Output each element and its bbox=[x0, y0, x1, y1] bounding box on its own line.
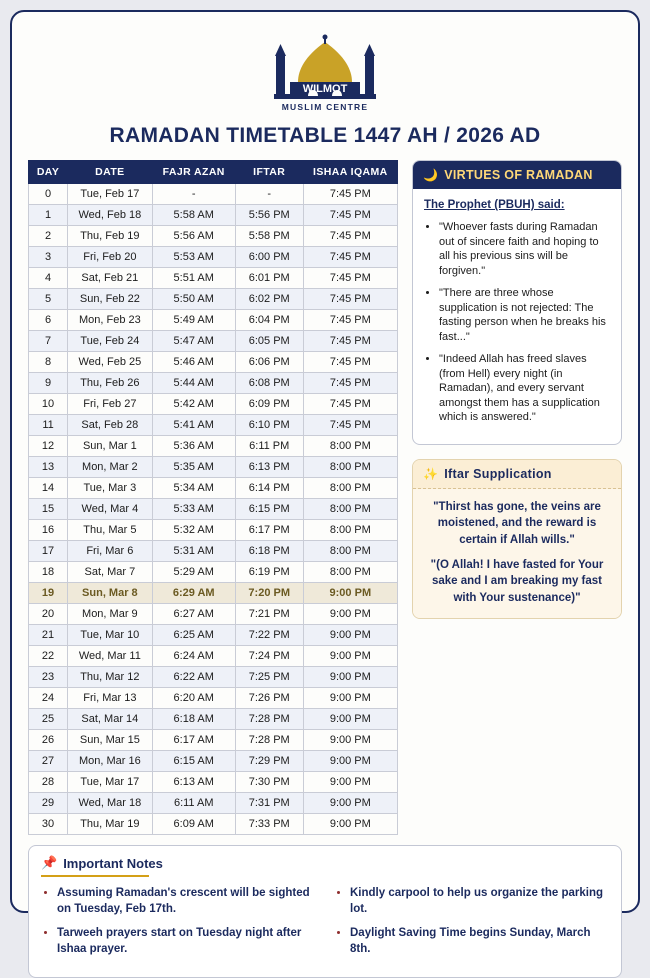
table-row bbox=[29, 793, 398, 814]
cell-iftar: 6:17 PM bbox=[235, 520, 303, 541]
note-item: • Assuming Ramadan's crescent will be sighted on Tuesday, Feb 17th. bbox=[57, 886, 316, 917]
table-row bbox=[29, 688, 398, 709]
cell-ishaa-iqama: 9:00 PM bbox=[303, 646, 397, 667]
cell-ishaa-iqama: 9:00 PM bbox=[303, 772, 397, 793]
sidebar-column bbox=[412, 160, 622, 633]
cell-ishaa-iqama: 8:00 PM bbox=[303, 499, 397, 520]
cell-date: Mon, Mar 9 bbox=[68, 604, 153, 625]
virtue-quote-item: • "Whoever fasts during Ramadan out of sincere faith and hoping to all his previous sins will be forgiven." bbox=[439, 220, 610, 278]
table-header-row bbox=[29, 161, 398, 184]
cell-iftar: 7:22 PM bbox=[235, 625, 303, 646]
cell-fajr-azan: 6:09 AM bbox=[152, 814, 235, 835]
cell-iftar: - bbox=[235, 184, 303, 205]
cell-ishaa-iqama: 9:00 PM bbox=[303, 604, 397, 625]
cell-date: Wed, Mar 18 bbox=[68, 793, 153, 814]
cell-date: Wed, Mar 11 bbox=[68, 646, 153, 667]
table-row bbox=[29, 562, 398, 583]
cell-ishaa-iqama: 9:00 PM bbox=[303, 583, 397, 604]
table-row bbox=[29, 646, 398, 667]
table-row bbox=[29, 331, 398, 352]
cell-fajr-azan: 5:33 AM bbox=[152, 499, 235, 520]
cell-fajr-azan: 6:18 AM bbox=[152, 709, 235, 730]
table-row bbox=[29, 520, 398, 541]
table-body bbox=[29, 184, 398, 835]
cell-day: 15 bbox=[29, 499, 68, 520]
cell-iftar: 6:19 PM bbox=[235, 562, 303, 583]
cell-fajr-azan: 5:56 AM bbox=[152, 226, 235, 247]
virtues-quote-list bbox=[424, 220, 610, 425]
virtue-quote-item: • "There are three whose supplication is not rejected: The fasting person when he breaks his fast..." bbox=[439, 286, 610, 344]
cell-iftar: 7:28 PM bbox=[235, 730, 303, 751]
cell-iftar: 7:30 PM bbox=[235, 772, 303, 793]
cell-fajr-azan: 5:32 AM bbox=[152, 520, 235, 541]
table-row bbox=[29, 772, 398, 793]
iftar-supplication-panel bbox=[412, 459, 622, 619]
cell-date: Thu, Feb 26 bbox=[68, 373, 153, 394]
cell-date: Thu, Mar 12 bbox=[68, 667, 153, 688]
cell-fajr-azan: 5:42 AM bbox=[152, 394, 235, 415]
table-row bbox=[29, 268, 398, 289]
note-item: • Kindly carpool to help us organize the parking lot. bbox=[350, 886, 609, 917]
cell-ishaa-iqama: 9:00 PM bbox=[303, 667, 397, 688]
cell-day: 14 bbox=[29, 478, 68, 499]
table-row bbox=[29, 226, 398, 247]
important-notes-panel bbox=[28, 845, 622, 978]
cell-fajr-azan: - bbox=[152, 184, 235, 205]
iftar-panel-header bbox=[413, 460, 621, 489]
cell-ishaa-iqama: 9:00 PM bbox=[303, 793, 397, 814]
cell-fajr-azan: 6:25 AM bbox=[152, 625, 235, 646]
cell-ishaa-iqama: 7:45 PM bbox=[303, 205, 397, 226]
cell-day: 25 bbox=[29, 709, 68, 730]
cell-day: 11 bbox=[29, 415, 68, 436]
column-header-ishaa: ISHAA IQAMA bbox=[303, 161, 397, 184]
page-title: RAMADAN TIMETABLE 1447 AH / 2026 AD bbox=[109, 124, 541, 147]
table-row bbox=[29, 709, 398, 730]
table-row bbox=[29, 583, 398, 604]
cell-day: 1 bbox=[29, 205, 68, 226]
cell-fajr-azan: 5:51 AM bbox=[152, 268, 235, 289]
cell-fajr-azan: 5:58 AM bbox=[152, 205, 235, 226]
cell-day: 12 bbox=[29, 436, 68, 457]
cell-ishaa-iqama: 8:00 PM bbox=[303, 520, 397, 541]
cell-date: Thu, Mar 5 bbox=[68, 520, 153, 541]
cell-day: 7 bbox=[29, 331, 68, 352]
table-row bbox=[29, 730, 398, 751]
cell-fajr-azan: 5:47 AM bbox=[152, 331, 235, 352]
cell-iftar: 7:25 PM bbox=[235, 667, 303, 688]
cell-date: Mon, Mar 16 bbox=[68, 751, 153, 772]
cell-day: 0 bbox=[29, 184, 68, 205]
table-row bbox=[29, 667, 398, 688]
cell-fajr-azan: 5:41 AM bbox=[152, 415, 235, 436]
cell-ishaa-iqama: 7:45 PM bbox=[303, 226, 397, 247]
wilmot-muslim-centre-logo bbox=[260, 34, 390, 116]
cell-iftar: 6:04 PM bbox=[235, 310, 303, 331]
cell-day: 21 bbox=[29, 625, 68, 646]
cell-fajr-azan: 5:35 AM bbox=[152, 457, 235, 478]
virtues-panel-body bbox=[413, 189, 621, 444]
column-header-date: DATE bbox=[68, 161, 153, 184]
iftar-header-label: Iftar Supplication bbox=[444, 466, 552, 481]
virtues-panel bbox=[412, 160, 622, 445]
logo-container bbox=[28, 34, 622, 116]
cell-iftar: 5:58 PM bbox=[235, 226, 303, 247]
cell-ishaa-iqama: 7:45 PM bbox=[303, 184, 397, 205]
table-row bbox=[29, 415, 398, 436]
note-item: • Tarweeh prayers start on Tuesday night after Ishaa prayer. bbox=[57, 926, 316, 957]
cell-day: 28 bbox=[29, 772, 68, 793]
cell-day: 3 bbox=[29, 247, 68, 268]
cell-date: Sat, Mar 14 bbox=[68, 709, 153, 730]
table-row bbox=[29, 457, 398, 478]
cell-ishaa-iqama: 8:00 PM bbox=[303, 541, 397, 562]
cell-fajr-azan: 5:44 AM bbox=[152, 373, 235, 394]
cell-ishaa-iqama: 7:45 PM bbox=[303, 247, 397, 268]
cell-iftar: 6:15 PM bbox=[235, 499, 303, 520]
pushpin-icon: 📌 bbox=[41, 855, 58, 870]
note-item: • Daylight Saving Time begins Sunday, March 8th. bbox=[350, 926, 609, 957]
column-header-day: DAY bbox=[29, 161, 68, 184]
notes-list-left bbox=[41, 886, 316, 967]
cell-iftar: 6:06 PM bbox=[235, 352, 303, 373]
cell-date: Fri, Mar 6 bbox=[68, 541, 153, 562]
cell-fajr-azan: 6:24 AM bbox=[152, 646, 235, 667]
cell-day: 19 bbox=[29, 583, 68, 604]
ramadan-timetable bbox=[28, 160, 398, 835]
timetable-page bbox=[10, 10, 640, 955]
cell-date: Mon, Feb 23 bbox=[68, 310, 153, 331]
cell-day: 24 bbox=[29, 688, 68, 709]
cell-fajr-azan: 5:49 AM bbox=[152, 310, 235, 331]
table-row bbox=[29, 625, 398, 646]
cell-fajr-azan: 5:31 AM bbox=[152, 541, 235, 562]
cell-date: Fri, Feb 20 bbox=[68, 247, 153, 268]
table-row bbox=[29, 814, 398, 835]
svg-text:MUSLIM CENTRE: MUSLIM CENTRE bbox=[281, 102, 369, 112]
cell-day: 6 bbox=[29, 310, 68, 331]
cell-fajr-azan: 5:50 AM bbox=[152, 289, 235, 310]
table-row bbox=[29, 436, 398, 457]
cell-date: Sun, Feb 22 bbox=[68, 289, 153, 310]
table-row bbox=[29, 352, 398, 373]
cell-fajr-azan: 6:29 AM bbox=[152, 583, 235, 604]
cell-fajr-azan: 6:22 AM bbox=[152, 667, 235, 688]
cell-iftar: 7:28 PM bbox=[235, 709, 303, 730]
cell-iftar: 6:09 PM bbox=[235, 394, 303, 415]
cell-ishaa-iqama: 9:00 PM bbox=[303, 625, 397, 646]
cell-date: Wed, Mar 4 bbox=[68, 499, 153, 520]
iftar-dua-primary: "Thirst has gone, the veins are moistened, and the reward is certain if Allah wills." bbox=[433, 500, 601, 546]
cell-date: Thu, Feb 19 bbox=[68, 226, 153, 247]
cell-date: Tue, Mar 17 bbox=[68, 772, 153, 793]
cell-ishaa-iqama: 9:00 PM bbox=[303, 709, 397, 730]
cell-date: Thu, Mar 19 bbox=[68, 814, 153, 835]
cell-ishaa-iqama: 8:00 PM bbox=[303, 436, 397, 457]
prophet-said-label: The Prophet (PBUH) said: bbox=[424, 199, 565, 211]
cell-date: Fri, Mar 13 bbox=[68, 688, 153, 709]
cell-ishaa-iqama: 9:00 PM bbox=[303, 688, 397, 709]
column-header-iftar: IFTAR bbox=[235, 161, 303, 184]
cell-ishaa-iqama: 7:45 PM bbox=[303, 394, 397, 415]
cell-ishaa-iqama: 7:45 PM bbox=[303, 352, 397, 373]
cell-day: 9 bbox=[29, 373, 68, 394]
cell-date: Tue, Mar 10 bbox=[68, 625, 153, 646]
svg-text:WILMOT: WILMOT bbox=[302, 83, 348, 95]
table-row bbox=[29, 751, 398, 772]
cell-iftar: 7:20 PM bbox=[235, 583, 303, 604]
table-row bbox=[29, 289, 398, 310]
cell-date: Tue, Feb 17 bbox=[68, 184, 153, 205]
table-row bbox=[29, 310, 398, 331]
cell-ishaa-iqama: 8:00 PM bbox=[303, 457, 397, 478]
cell-day: 17 bbox=[29, 541, 68, 562]
cell-iftar: 7:29 PM bbox=[235, 751, 303, 772]
table-row bbox=[29, 205, 398, 226]
cell-date: Sun, Mar 15 bbox=[68, 730, 153, 751]
cell-fajr-azan: 5:29 AM bbox=[152, 562, 235, 583]
cell-iftar: 5:56 PM bbox=[235, 205, 303, 226]
cell-iftar: 6:10 PM bbox=[235, 415, 303, 436]
column-header-fajr: FAJR AZAN bbox=[152, 161, 235, 184]
cell-day: 10 bbox=[29, 394, 68, 415]
crescent-moon-icon: 🌙 bbox=[423, 168, 439, 182]
notes-columns bbox=[41, 886, 609, 967]
cell-fajr-azan: 6:11 AM bbox=[152, 793, 235, 814]
cell-date: Tue, Mar 3 bbox=[68, 478, 153, 499]
cell-date: Sun, Mar 8 bbox=[68, 583, 153, 604]
cell-day: 13 bbox=[29, 457, 68, 478]
cell-date: Fri, Feb 27 bbox=[68, 394, 153, 415]
cell-day: 4 bbox=[29, 268, 68, 289]
sparkles-icon: ✨ bbox=[423, 466, 439, 481]
cell-ishaa-iqama: 7:45 PM bbox=[303, 373, 397, 394]
cell-date: Sat, Feb 28 bbox=[68, 415, 153, 436]
cell-fajr-azan: 5:34 AM bbox=[152, 478, 235, 499]
cell-fajr-azan: 5:53 AM bbox=[152, 247, 235, 268]
cell-ishaa-iqama: 7:45 PM bbox=[303, 268, 397, 289]
cell-day: 5 bbox=[29, 289, 68, 310]
cell-day: 23 bbox=[29, 667, 68, 688]
cell-date: Sat, Feb 21 bbox=[68, 268, 153, 289]
cell-iftar: 6:05 PM bbox=[235, 331, 303, 352]
cell-ishaa-iqama: 8:00 PM bbox=[303, 478, 397, 499]
cell-ishaa-iqama: 9:00 PM bbox=[303, 814, 397, 835]
table-head bbox=[29, 161, 398, 184]
cell-iftar: 6:11 PM bbox=[235, 436, 303, 457]
cell-iftar: 7:26 PM bbox=[235, 688, 303, 709]
cell-ishaa-iqama: 8:00 PM bbox=[303, 562, 397, 583]
table-row bbox=[29, 604, 398, 625]
cell-ishaa-iqama: 9:00 PM bbox=[303, 751, 397, 772]
virtues-header-label: VIRTUES OF RAMADAN bbox=[444, 168, 593, 182]
cell-date: Mon, Mar 2 bbox=[68, 457, 153, 478]
cell-iftar: 6:14 PM bbox=[235, 478, 303, 499]
cell-day: 30 bbox=[29, 814, 68, 835]
cell-day: 20 bbox=[29, 604, 68, 625]
table-row bbox=[29, 541, 398, 562]
cell-day: 8 bbox=[29, 352, 68, 373]
cell-fajr-azan: 6:20 AM bbox=[152, 688, 235, 709]
cell-iftar: 7:24 PM bbox=[235, 646, 303, 667]
notes-title-underline bbox=[41, 875, 149, 877]
cell-day: 22 bbox=[29, 646, 68, 667]
cell-date: Wed, Feb 18 bbox=[68, 205, 153, 226]
notes-list-right bbox=[334, 886, 609, 967]
cell-day: 26 bbox=[29, 730, 68, 751]
cell-ishaa-iqama: 7:45 PM bbox=[303, 331, 397, 352]
virtues-panel-header bbox=[413, 161, 621, 189]
table-row bbox=[29, 394, 398, 415]
cell-fajr-azan: 5:46 AM bbox=[152, 352, 235, 373]
content-columns bbox=[28, 160, 622, 835]
cell-date: Sun, Mar 1 bbox=[68, 436, 153, 457]
cell-iftar: 6:00 PM bbox=[235, 247, 303, 268]
cell-day: 2 bbox=[29, 226, 68, 247]
cell-iftar: 6:13 PM bbox=[235, 457, 303, 478]
table-row bbox=[29, 247, 398, 268]
cell-fajr-azan: 6:17 AM bbox=[152, 730, 235, 751]
cell-iftar: 7:33 PM bbox=[235, 814, 303, 835]
cell-fajr-azan: 6:13 AM bbox=[152, 772, 235, 793]
cell-ishaa-iqama: 7:45 PM bbox=[303, 310, 397, 331]
notes-title-label: Important Notes bbox=[63, 855, 163, 871]
cell-day: 27 bbox=[29, 751, 68, 772]
cell-iftar: 6:18 PM bbox=[235, 541, 303, 562]
cell-iftar: 6:01 PM bbox=[235, 268, 303, 289]
cell-iftar: 7:31 PM bbox=[235, 793, 303, 814]
cell-ishaa-iqama: 7:45 PM bbox=[303, 289, 397, 310]
iftar-panel-body bbox=[413, 489, 621, 618]
cell-date: Sat, Mar 7 bbox=[68, 562, 153, 583]
cell-fajr-azan: 6:27 AM bbox=[152, 604, 235, 625]
cell-day: 16 bbox=[29, 520, 68, 541]
virtue-quote-item: • "Indeed Allah has freed slaves (from Hell) every night (in Ramadan), and every servant amongst them has a supplication which is answered." bbox=[439, 352, 610, 425]
cell-ishaa-iqama: 7:45 PM bbox=[303, 415, 397, 436]
cell-ishaa-iqama: 9:00 PM bbox=[303, 730, 397, 751]
cell-date: Tue, Feb 24 bbox=[68, 331, 153, 352]
cell-day: 18 bbox=[29, 562, 68, 583]
cell-day: 29 bbox=[29, 793, 68, 814]
notes-title-row bbox=[41, 855, 609, 871]
cell-iftar: 6:02 PM bbox=[235, 289, 303, 310]
table-row bbox=[29, 499, 398, 520]
cell-date: Wed, Feb 25 bbox=[68, 352, 153, 373]
cell-iftar: 7:21 PM bbox=[235, 604, 303, 625]
timetable-column bbox=[28, 160, 398, 835]
table-row bbox=[29, 373, 398, 394]
table-row bbox=[29, 184, 398, 205]
cell-fajr-azan: 5:36 AM bbox=[152, 436, 235, 457]
cell-fajr-azan: 6:15 AM bbox=[152, 751, 235, 772]
dua-spacer bbox=[425, 548, 609, 557]
iftar-dua-secondary: "(O Allah! I have fasted for Your sake and I am breaking my fast with Your sustenance)" bbox=[430, 558, 604, 604]
table-row bbox=[29, 478, 398, 499]
cell-iftar: 6:08 PM bbox=[235, 373, 303, 394]
